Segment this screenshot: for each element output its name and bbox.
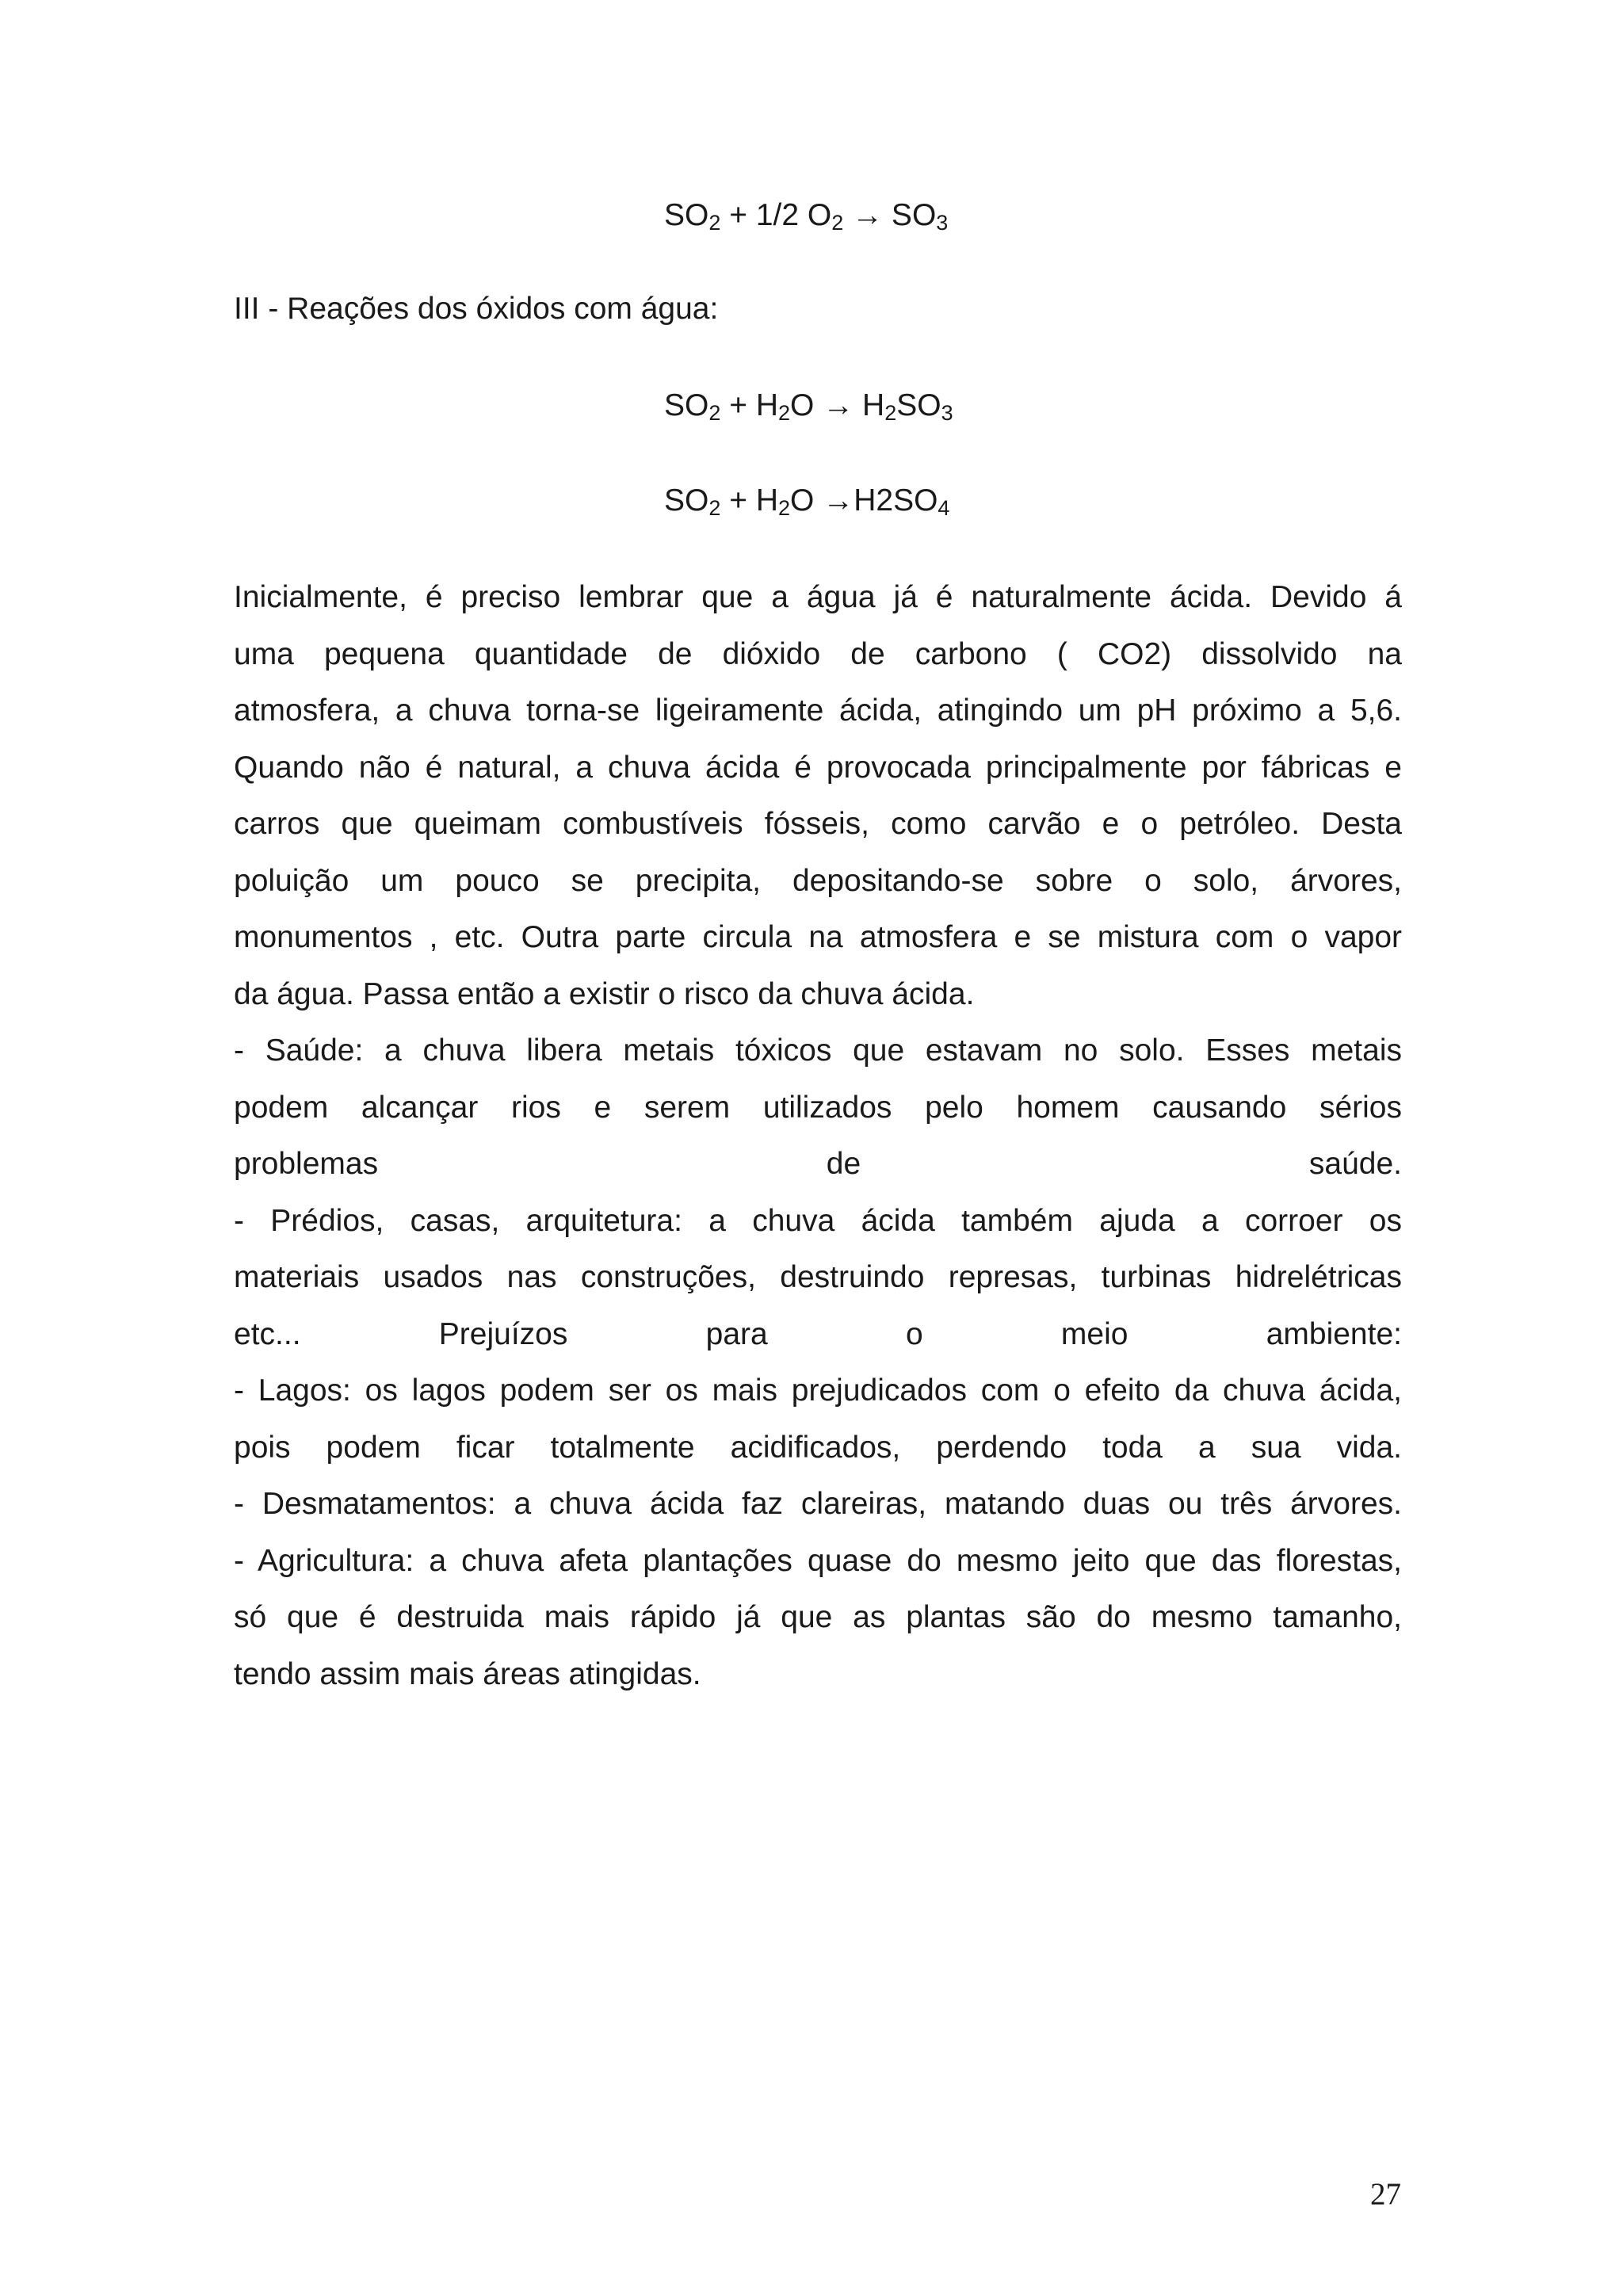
text-line: - Prédios, casas, arquitetura: a chuva ácida também ajuda a corroer os (234, 1203, 1402, 1238)
eq-text: O →H2SO (790, 483, 938, 518)
eq-text: SO (664, 388, 709, 422)
text-line: uma pequena quantidade de dióxido de carbono ( CO2) dissolvido na (234, 636, 1402, 671)
text-line: - Saúde: a chuva libera metais tóxicos que estavam no solo. Esses metais (234, 1033, 1402, 1068)
eq-subscript: 2 (778, 496, 791, 520)
text-line: - Lagos: os lagos podem ser os mais prejudicados com o efeito da chuva ácida, (234, 1373, 1402, 1408)
text-line: podem alcançar rios e serem utilizados pelo homem causando sérios (234, 1090, 1402, 1125)
text-line: Quando não é natural, a chuva ácida é provocada principalmente por fábricas e (234, 750, 1402, 785)
text-line: da água. Passa então a existir o risco da chuva ácida. (234, 976, 975, 1011)
text-line: pois podem ficar totalmente acidificados, perdendo toda a sua vida. (234, 1430, 1402, 1465)
section-heading: III - Reações dos óxidos com água: (234, 292, 719, 326)
text-line: monumentos , etc. Outra parte circula na atmosfera e se mistura com o vapor (234, 920, 1402, 954)
eq-subscript: 2 (831, 211, 844, 235)
eq-text: → SO (843, 198, 937, 232)
eq-text: O → H (790, 388, 885, 422)
text-line: materiais usados nas construções, destruindo represas, turbinas hidrelétricas (234, 1260, 1402, 1294)
eq-text: + H (720, 388, 779, 422)
text-line: etc... Prejuízos para o meio ambiente: (234, 1316, 1402, 1351)
eq-subscript: 2 (708, 496, 721, 520)
text-line: - Agricultura: a chuva afeta plantações quase do mesmo jeito que das florestas, (234, 1543, 1402, 1578)
eq-text: SO (664, 483, 709, 518)
text-line: problemas de saúde. (234, 1147, 1402, 1181)
text-line: - Desmatamentos: a chuva ácida faz clareiras, matando duas ou três árvores. (234, 1487, 1402, 1521)
equation-sulfuric-acid (664, 482, 949, 520)
eq-text: SO (896, 388, 941, 422)
eq-text: + 1/2 O (720, 198, 832, 232)
equation-so2-oxidation (664, 197, 948, 235)
body-paragraph (234, 569, 1402, 1702)
text-line: só que é destruida mais rápido já que as plantas são do mesmo tamanho, (234, 1600, 1402, 1634)
text-line: carros que queimam combustíveis fósseis, como carvão e o petróleo. Desta (234, 807, 1402, 841)
eq-subscript: 4 (938, 496, 950, 520)
text-line: poluição um pouco se precipita, depositando-se sobre o solo, árvores, (234, 863, 1402, 898)
eq-subscript: 3 (936, 211, 949, 235)
page-number: 27 (1370, 2177, 1401, 2211)
eq-subscript: 2 (708, 211, 721, 235)
eq-subscript: 2 (778, 401, 791, 425)
eq-text: SO (664, 198, 709, 232)
eq-subscript: 2 (708, 401, 721, 425)
text-line: tendo assim mais áreas atingidas. (234, 1656, 701, 1691)
eq-subscript: 3 (941, 401, 953, 425)
text-line: atmosfera, a chuva torna-se ligeiramente ácida, atingindo um pH próximo a 5,6. (234, 693, 1402, 728)
eq-subscript: 2 (884, 401, 897, 425)
text-line: Inicialmente, é preciso lembrar que a água já é naturalmente ácida. Devido á (234, 580, 1402, 614)
equation-sulfurous-acid (664, 387, 953, 425)
eq-text: + H (720, 483, 779, 518)
